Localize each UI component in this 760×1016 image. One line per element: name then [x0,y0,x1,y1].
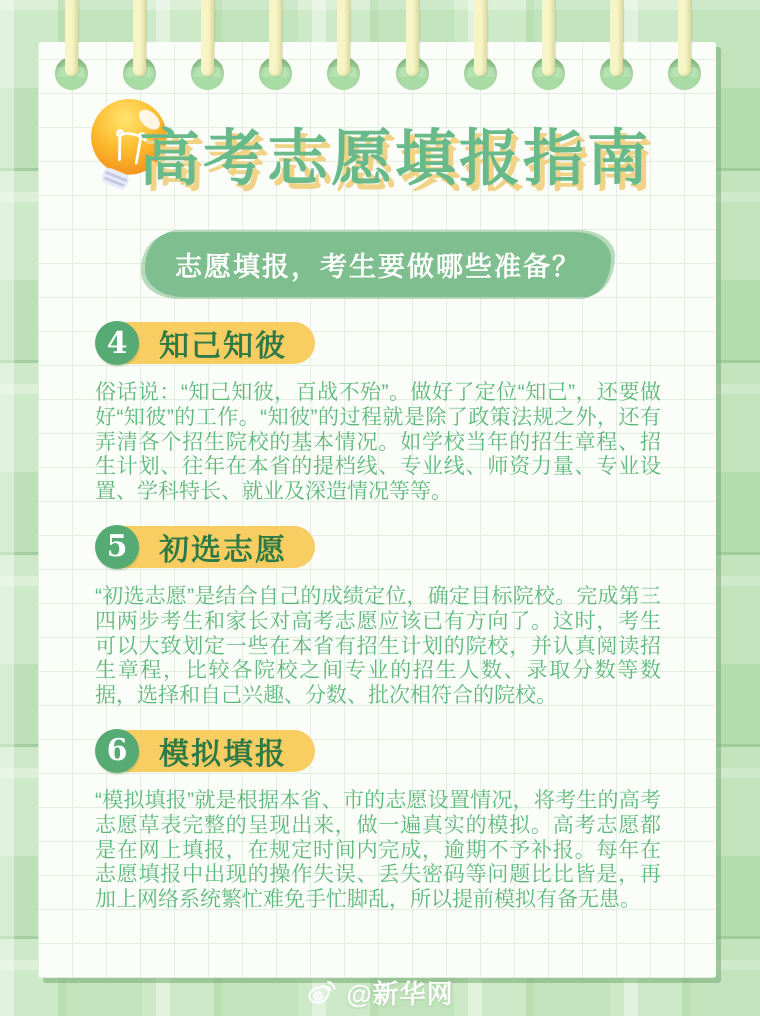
section-body-text: “初选志愿”是结合自己的成绩定位，确定目标院校。完成第三四两步考生和家长对高考志愿应该已有方向了。这时，考生可以大致划定一些在本省有招生计划的院校，并认真阅读招生章程，比较各院校之间专业的招生人数、录取分数等数据，选择和自己兴趣、分数、批次相符合的院校。 [95,584,661,708]
section-number-badge: 4 [95,321,139,365]
title-row [95,108,661,212]
binding-post [191,0,225,100]
section-know-yourself [95,322,661,505]
binding-stick-icon [474,0,487,76]
section-header [97,526,315,568]
section-body-text: “模拟填报”就是根据本省、市的志愿设置情况，将考生的高考志愿草表完整的呈现出来，做一遍真实的模拟。高考志愿都是在网上填报，在规定时间内完成，逾期不予补报。每年在志愿填报中出现的操作失误、丢失密码等问题比比皆是，再加上网络系统繁忙难免手忙脚乱，所以提前模拟有备无患。 [95,788,661,912]
binding-stick-icon [133,0,146,76]
page-title: 高考志愿填报指南 [139,123,652,194]
section-preliminary-choice [95,526,661,709]
section-heading: 模拟填报 [159,736,287,772]
subtitle-pill: 志愿填报，考生要做哪些准备？ [145,232,611,297]
section-number-badge: 6 [95,729,139,773]
binding-stick-icon [65,0,78,76]
section-header [97,730,315,772]
section-body-text: 俗话说：“知己知彼，百战不殆”。做好了定位“知己”，还要做好“知彼”的工作。“知彼”的过程就是除了政策法规之外，还有弄清各个招生院校的基本情况。如学校当年的招生章程、招生计划、往年在本省的提档线、专业线、师资力量、专业设置、学科特长、就业及深造情况等等。 [95,381,661,504]
binding-post [668,0,702,100]
section-mock-application [95,730,661,913]
binding-post [327,0,361,100]
binding-post [123,0,157,100]
binding-post [532,0,566,100]
section-number-badge: 5 [95,525,139,569]
watermark-handle: @新华网 [346,979,454,1009]
binding-stick-icon [337,0,350,76]
binding-stick-icon [406,0,419,76]
binding-stick-icon [678,0,691,76]
binding-post [259,0,293,100]
section-heading: 初选志愿 [159,532,287,568]
binding-stick-icon [610,0,623,76]
paper-content [38,42,716,978]
binding-post [600,0,634,100]
binding-post [396,0,430,100]
binding-stick-icon [201,0,214,76]
watermark [0,974,760,1011]
section-heading: 知己知彼 [159,329,287,364]
weibo-icon [306,978,338,1008]
subtitle-row [95,232,661,297]
binding-post [55,0,89,100]
binding-stick-icon [269,0,282,76]
binding-stick-icon [542,0,555,76]
binding-post [464,0,498,100]
section-header [97,322,315,364]
